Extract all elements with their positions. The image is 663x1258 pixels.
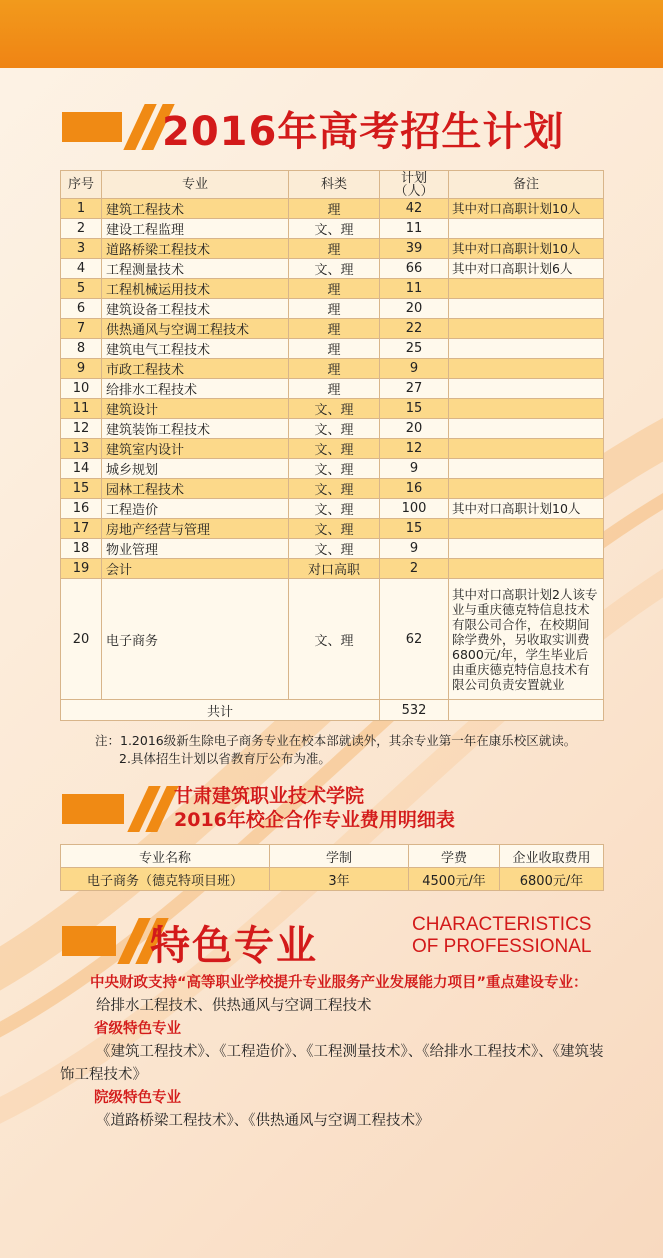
cell-category: 文、理 [289, 399, 380, 419]
table-row [61, 559, 604, 579]
special-title-en [412, 914, 591, 958]
cell-category: 文、理 [289, 499, 380, 519]
cell-index: 1 [61, 199, 102, 219]
cell-major: 市政工程技术 [102, 359, 289, 379]
fee-cell-major: 电子商务（德克特项目班） [61, 868, 270, 891]
cell-plan: 11 [380, 279, 449, 299]
cell-category: 理 [289, 359, 380, 379]
cell-plan: 9 [380, 459, 449, 479]
table-row [61, 219, 604, 239]
cell-category: 理 [289, 319, 380, 339]
cell-index: 19 [61, 559, 102, 579]
cell-plan: 66 [380, 259, 449, 279]
cell-plan: 22 [380, 319, 449, 339]
cell-remark [449, 299, 604, 319]
cell-remark [449, 399, 604, 419]
cell-category: 文、理 [289, 539, 380, 559]
note-1: 注：1.2016级新生除电子商务专业在校本部就读外，其余专业第一年在康乐校区就读。 [95, 733, 577, 748]
table-row [61, 379, 604, 399]
cell-plan: 62 [380, 579, 449, 700]
note-2: 2.具体招生计划以省教育厅公布为准。 [119, 751, 331, 766]
cell-plan: 9 [380, 539, 449, 559]
cell-plan: 2 [380, 559, 449, 579]
table-row [61, 259, 604, 279]
cell-remark [449, 419, 604, 439]
cell-index: 15 [61, 479, 102, 499]
cell-remark [449, 559, 604, 579]
cell-index: 12 [61, 419, 102, 439]
cell-category: 文、理 [289, 519, 380, 539]
cell-major: 建筑设备工程技术 [102, 299, 289, 319]
table-row [61, 319, 604, 339]
cell-index: 7 [61, 319, 102, 339]
cell-major: 道路桥梁工程技术 [102, 239, 289, 259]
cell-major: 工程机械运用技术 [102, 279, 289, 299]
cell-index: 5 [61, 279, 102, 299]
cell-plan: 15 [380, 399, 449, 419]
cell-index: 13 [61, 439, 102, 459]
cell-remark [449, 479, 604, 499]
cell-category: 理 [289, 199, 380, 219]
provincial-items: 《建筑工程技术》、《工程造价》、《工程测量技术》、《给排水工程技术》、《建筑装饰工程技术》 [60, 1044, 604, 1083]
table-total-row [61, 700, 604, 721]
top-banner [0, 0, 663, 68]
cell-plan: 15 [380, 519, 449, 539]
en-line-2: OF PROFESSIONAL [412, 936, 592, 957]
provincial-heading: 省级特色专业 [94, 1021, 181, 1037]
cell-remark [449, 319, 604, 339]
table-row [61, 199, 604, 219]
cell-major: 物业管理 [102, 539, 289, 559]
table-row [61, 419, 604, 439]
header-index: 序号 [61, 171, 102, 199]
table-row [61, 399, 604, 419]
cell-major: 建筑装饰工程技术 [102, 419, 289, 439]
cell-category: 理 [289, 299, 380, 319]
fee-header-enterprise: 企业收取费用 [500, 845, 604, 868]
header-remark: 备注 [449, 171, 604, 199]
cell-index: 8 [61, 339, 102, 359]
plan-title: 2016年高考招生计划 [162, 109, 565, 155]
header-plan: 计划 （人） [380, 171, 449, 199]
cell-category: 理 [289, 339, 380, 359]
table-row [61, 439, 604, 459]
table-row [61, 359, 604, 379]
fee-header-major: 专业名称 [61, 845, 270, 868]
table-row [61, 499, 604, 519]
cell-category: 文、理 [289, 219, 380, 239]
cell-remark [449, 279, 604, 299]
cell-plan: 100 [380, 499, 449, 519]
cell-remark [449, 339, 604, 359]
enrollment-plan-table [60, 170, 604, 721]
fee-title-line1: 甘肃建筑职业技术学院 [174, 785, 365, 807]
cell-index: 20 [61, 579, 102, 700]
cell-major: 给排水工程技术 [102, 379, 289, 399]
cell-major: 建筑设计 [102, 399, 289, 419]
cell-plan: 25 [380, 339, 449, 359]
cell-major: 工程测量技术 [102, 259, 289, 279]
cell-category: 文、理 [289, 259, 380, 279]
cell-remark [449, 379, 604, 399]
fee-header-duration: 学制 [270, 845, 409, 868]
cell-plan: 27 [380, 379, 449, 399]
cell-remark [449, 439, 604, 459]
cell-index: 6 [61, 299, 102, 319]
plan-notes [95, 732, 576, 768]
fee-cell-duration: 3年 [270, 868, 409, 891]
header-category: 科类 [289, 171, 380, 199]
fee-row [61, 868, 604, 891]
table-row [61, 339, 604, 359]
cell-category: 文、理 [289, 579, 380, 700]
table-row [61, 239, 604, 259]
en-line-1: CHARACTERISTICS [412, 914, 592, 935]
total-value: 532 [380, 700, 449, 721]
cell-plan: 9 [380, 359, 449, 379]
cell-category: 理 [289, 379, 380, 399]
fee-cell-enterprise: 6800元/年 [500, 868, 604, 891]
total-label: 共计 [61, 700, 380, 721]
section-header-decoration [62, 786, 172, 832]
cell-index: 16 [61, 499, 102, 519]
cell-index: 4 [61, 259, 102, 279]
table-row [61, 519, 604, 539]
cell-plan: 20 [380, 419, 449, 439]
cell-remark [449, 219, 604, 239]
table-row [61, 539, 604, 559]
cell-index: 17 [61, 519, 102, 539]
cell-major: 建筑电气工程技术 [102, 339, 289, 359]
cell-index: 11 [61, 399, 102, 419]
special-majors [60, 972, 610, 1133]
cell-index: 9 [61, 359, 102, 379]
cell-category: 对口高职 [289, 559, 380, 579]
cell-major: 工程造价 [102, 499, 289, 519]
cell-category: 文、理 [289, 419, 380, 439]
cell-remark [449, 459, 604, 479]
cell-index: 3 [61, 239, 102, 259]
cell-index: 10 [61, 379, 102, 399]
college-items: 《道路桥梁工程技术》、《供热通风与空调工程技术》 [96, 1113, 430, 1129]
cell-category: 文、理 [289, 479, 380, 499]
cell-remark: 其中对口高职计划10人 [449, 499, 604, 519]
fee-title [174, 784, 455, 832]
cell-category: 理 [289, 279, 380, 299]
special-title: 特色专业 [150, 923, 318, 969]
cell-major: 电子商务 [102, 579, 289, 700]
fee-header-tuition: 学费 [409, 845, 500, 868]
cell-major: 城乡规划 [102, 459, 289, 479]
cell-remark [449, 359, 604, 379]
header-major: 专业 [102, 171, 289, 199]
table-row [61, 579, 604, 700]
cell-major: 建筑工程技术 [102, 199, 289, 219]
cell-category: 文、理 [289, 439, 380, 459]
fee-header-row [61, 845, 604, 868]
cell-index: 14 [61, 459, 102, 479]
central-items: 给排水工程技术、供热通风与空调工程技术 [96, 998, 372, 1014]
cell-plan: 20 [380, 299, 449, 319]
cell-plan: 39 [380, 239, 449, 259]
cell-index: 18 [61, 539, 102, 559]
cell-plan: 12 [380, 439, 449, 459]
fee-table [60, 844, 604, 891]
cell-major: 园林工程技术 [102, 479, 289, 499]
cell-category: 理 [289, 239, 380, 259]
cell-remark: 其中对口高职计划10人 [449, 199, 604, 219]
cell-remark [449, 519, 604, 539]
total-remark [449, 700, 604, 721]
cell-major: 会计 [102, 559, 289, 579]
table-row [61, 479, 604, 499]
cell-major: 供热通风与空调工程技术 [102, 319, 289, 339]
cell-remark [449, 539, 604, 559]
fee-title-line2: 2016年校企合作专业费用明细表 [174, 809, 455, 831]
central-heading: 中央财政支持“高等职业学校提升专业服务产业发展能力项目”重点建设专业： [90, 975, 588, 991]
cell-remark: 其中对口高职计划6人 [449, 259, 604, 279]
cell-remark: 其中对口高职计划10人 [449, 239, 604, 259]
cell-index: 2 [61, 219, 102, 239]
section-header-decoration [62, 104, 162, 150]
cell-remark: 其中对口高职计划2人该专业与重庆德克特信息技术有限公司合作，在校期间除学费外，另收取实训费6800元/年，学生毕业后由重庆德克特信息技术有限公司负责安置就业 [449, 579, 604, 700]
college-heading: 院级特色专业 [94, 1090, 181, 1106]
cell-plan: 16 [380, 479, 449, 499]
cell-major: 房地产经营与管理 [102, 519, 289, 539]
cell-plan: 42 [380, 199, 449, 219]
table-row [61, 279, 604, 299]
table-row [61, 459, 604, 479]
cell-category: 文、理 [289, 459, 380, 479]
cell-plan: 11 [380, 219, 449, 239]
table-row [61, 299, 604, 319]
cell-major: 建设工程监理 [102, 219, 289, 239]
cell-major: 建筑室内设计 [102, 439, 289, 459]
fee-cell-tuition: 4500元/年 [409, 868, 500, 891]
